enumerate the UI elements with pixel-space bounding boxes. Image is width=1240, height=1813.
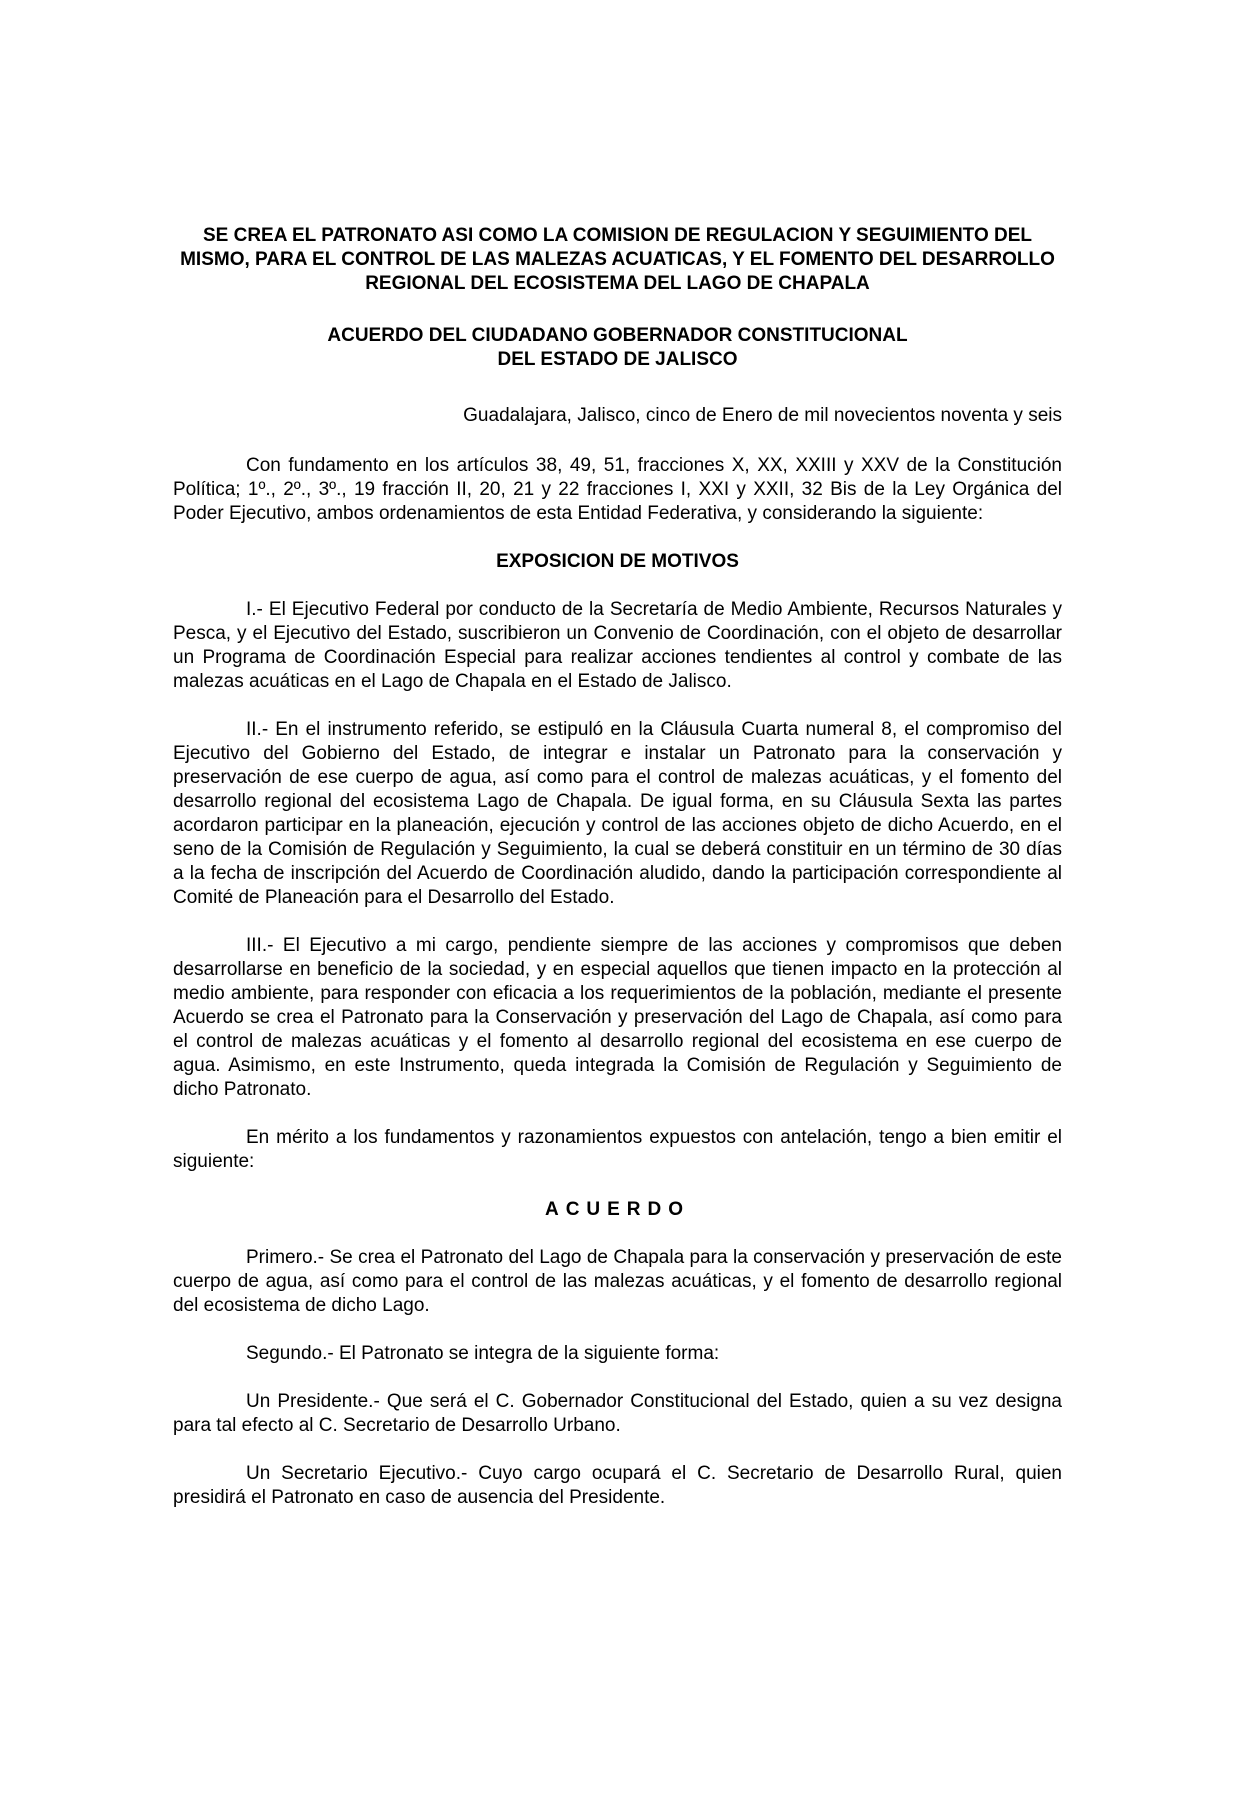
motive-3-paragraph: III.- El Ejecutivo a mi cargo, pendiente siempre de las acciones y compromisos que deben desarrollarse en beneficio de la sociedad, y en especial aquellos que tienen impacto en la protección al medio ambiente, para responder con eficacia a los requerimientos de la población, mediante el presente Acuerdo se crea el Patronato para la Conservación y preservación del Lago de Chapala, así como para el control de malezas acuáticas y el fomento al desarrollo regional del ecosistema en ese cuerpo de agua. Asimismo, en este Instrumento, queda integrada la Comisión de Regulación y Seguimiento de dicho Patronato. <box>173 935 1062 1100</box>
presidente-paragraph: Un Presidente.- Que será el C. Gobernador Constitucional del Estado, quien a su vez designa para tal efecto al C. Secretario de Desarrollo Urbano. <box>173 1391 1062 1436</box>
preamble-paragraph: Con fundamento en los artículos 38, 49, 51, fracciones X, XX, XXIII y XXV de la Constitución Política; 1º., 2º., 3º., 19 fracción II, 20, 21 y 22 fracciones I, XXI y XXII, 32 Bis de la Ley Orgánica del Poder Ejecutivo, ambos ordenamientos de esta Entidad Federativa, y considerando la siguiente: <box>173 455 1062 524</box>
document-subtitle <box>173 324 1062 372</box>
primero-paragraph: Primero.- Se crea el Patronato del Lago de Chapala para la conservación y preservación de este cuerpo de agua, así como para el control de las malezas acuáticas, y el fomento de desarrollo regional del ecosistema de dicho Lago. <box>173 1247 1062 1316</box>
motives-heading: EXPOSICION DE MOTIVOS <box>496 551 739 572</box>
secretario-paragraph: Un Secretario Ejecutivo.- Cuyo cargo ocupará el C. Secretario de Desarrollo Rural, quien presidirá el Patronato en caso de ausencia del Presidente. <box>173 1463 1062 1508</box>
motive-1-paragraph: I.- El Ejecutivo Federal por conducto de la Secretaría de Medio Ambiente, Recursos Naturales y Pesca, y el Ejecutivo del Estado, suscribieron un Convenio de Coordinación, con el objeto de desarrollar un Programa de Coordinación Especial para realizar acciones tendientes al control y combate de las malezas acuáticas en el Lago de Chapala en el Estado de Jalisco. <box>173 599 1062 692</box>
closing-motives-paragraph: En mérito a los fundamentos y razonamientos expuestos con antelación, tengo a bien emitir el siguiente: <box>173 1127 1062 1172</box>
acuerdo-heading: ACUERDO <box>544 1199 691 1220</box>
dateline: Guadalajara, Jalisco, cinco de Enero de mil novecientos noventa y seis <box>463 405 1062 426</box>
subtitle-line-1: ACUERDO DEL CIUDADANO GOBERNADOR CONSTITUCIONAL <box>327 325 908 346</box>
motive-2-paragraph: II.- En el instrumento referido, se estipuló en la Cláusula Cuarta numeral 8, el compromiso del Ejecutivo del Gobierno del Estado, de integrar e instalar un Patronato para la conservación y preservación de ese cuerpo de agua, así como para el control de malezas acuáticas, y el fomento del desarrollo regional del ecosistema Lago de Chapala. De igual forma, en su Cláusula Sexta las partes acordaron participar en la planeación, ejecución y control de las acciones objeto de dicho Acuerdo, en el seno de la Comisión de Regulación y Seguimiento, la cual se deberá constituir en un término de 30 días a la fecha de inscripción del Acuerdo de Coordinación aludido, dando la participación correspondiente al Comité de Planeación para el Desarrollo del Estado. <box>173 719 1062 908</box>
document-title: SE CREA EL PATRONATO ASI COMO LA COMISION DE REGULACION Y SEGUIMIENTO DEL MISMO, PARA EL CONTROL DE LAS MALEZAS ACUATICAS, Y EL FOMENTO DEL DESARROLLO REGIONAL DEL ECOSISTEMA DEL LAGO DE CHAPALA <box>180 225 1055 294</box>
subtitle-line-2: DEL ESTADO DE JALISCO <box>497 349 738 370</box>
segundo-paragraph: Segundo.- El Patronato se integra de la siguiente forma: <box>246 1343 720 1364</box>
